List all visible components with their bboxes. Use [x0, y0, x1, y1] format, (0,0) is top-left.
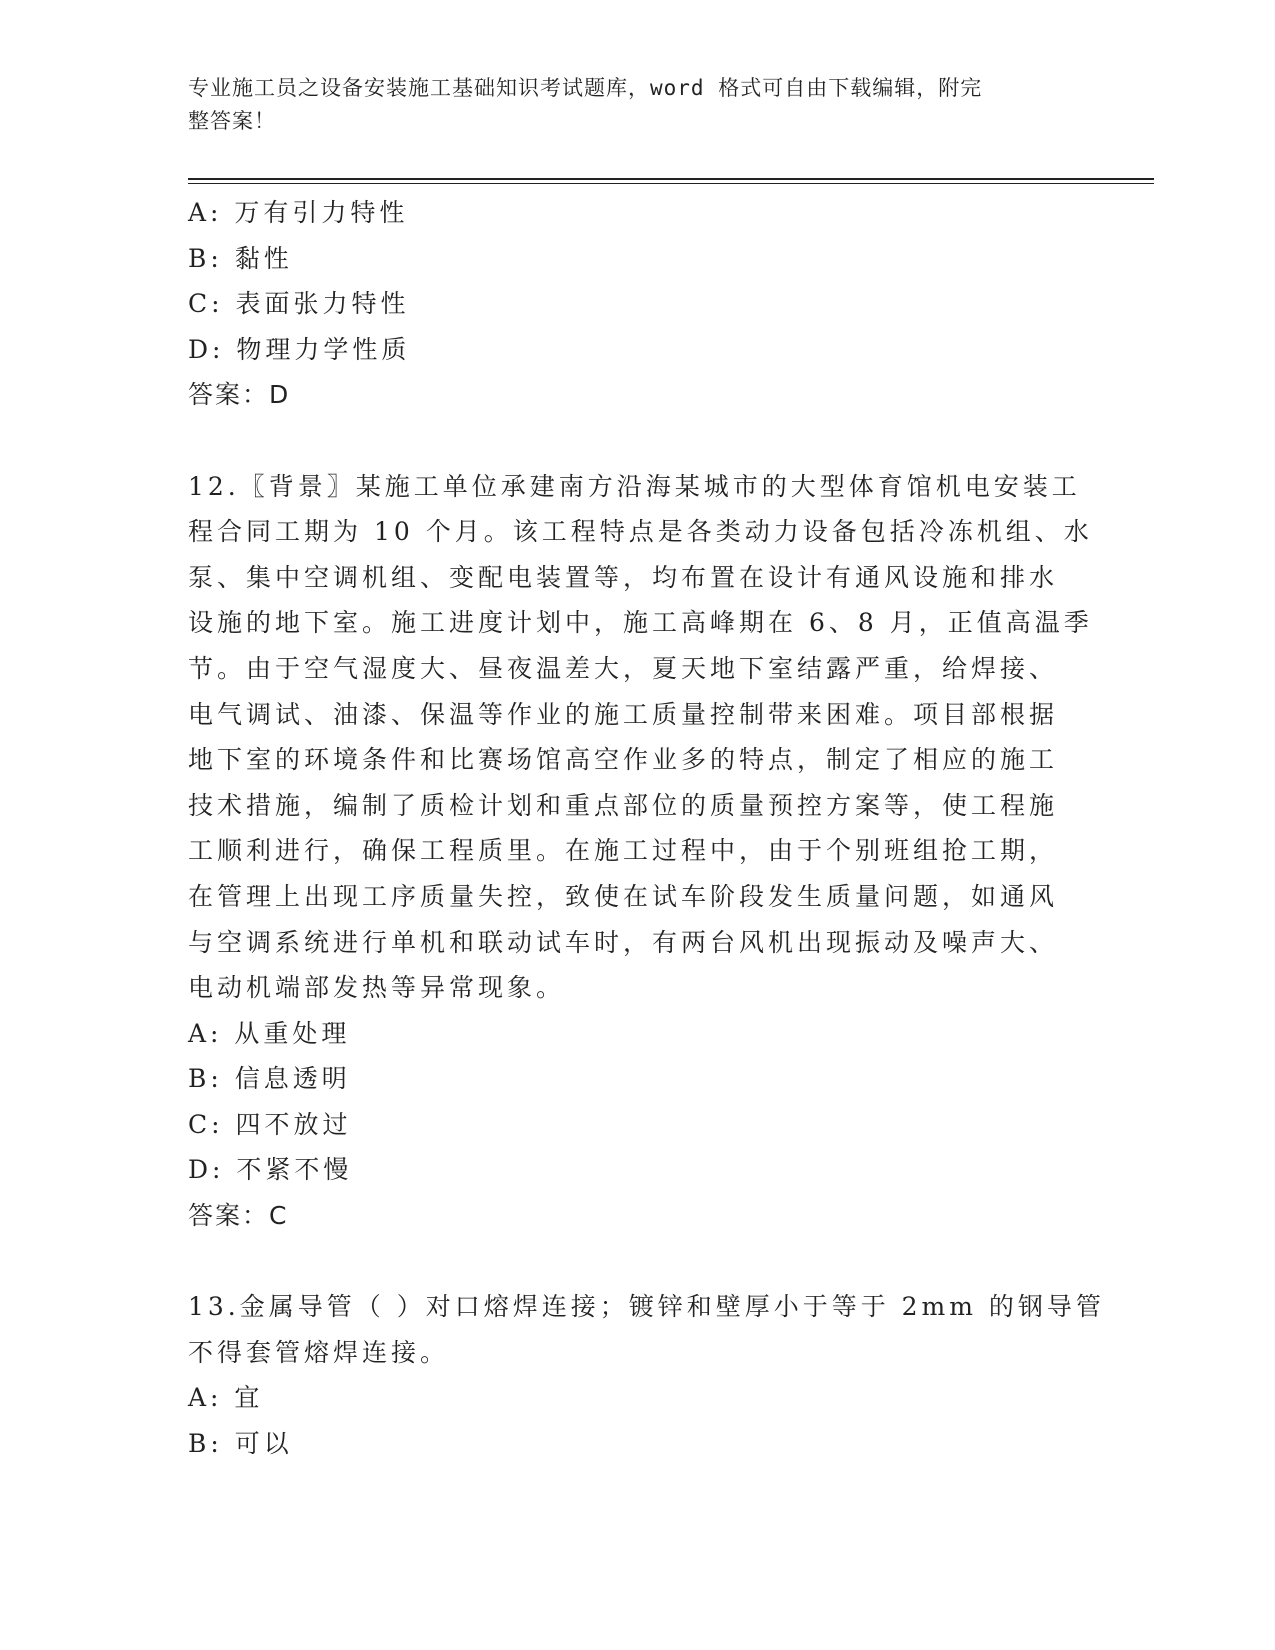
document-body [188, 190, 1105, 1467]
question-13 [188, 1284, 1105, 1466]
question-11 [188, 190, 1088, 418]
question-12 [188, 464, 1093, 1239]
question-text-line: 12.〖背景〗某施工单位承建南方沿海某城市的大型体育馆机电安装工 [188, 471, 1081, 501]
option-b: B: 信息透明 [188, 1064, 351, 1094]
answer-line: 答案：D [188, 380, 291, 410]
option-c: C: 四不放过 [188, 1109, 352, 1139]
question-text-line: 与空调系统进行单机和联动试车时，有两台风机出现振动及噪声大、 [188, 927, 1059, 957]
option-b: B: 黏性 [188, 243, 293, 273]
option-b: B: 可以 [188, 1429, 293, 1459]
header-rule-thick [188, 178, 1154, 180]
question-spacer [188, 418, 1088, 464]
question-text-line: 技术措施，编制了质检计划和重点部位的质量预控方案等，使工程施 [188, 790, 1059, 820]
question-text-line: 13.金属导管（ ）对口熔焊连接；镀锌和壁厚小于等于 2mm 的钢导管 [188, 1292, 1105, 1322]
header-rule-thin [188, 183, 1154, 184]
question-text-line: 泵、集中空调机组、变配电装置等，均布置在设计有通风设施和排水 [188, 562, 1059, 592]
option-c: C: 表面张力特性 [188, 289, 410, 319]
question-text-line: 地下室的环境条件和比赛场馆高空作业多的特点，制定了相应的施工 [188, 745, 1059, 775]
option-a: A: 宜 [188, 1383, 264, 1413]
question-text-line: 程合同工期为 10 个月。该工程特点是各类动力设备包括冷冻机组、水 [188, 517, 1093, 547]
option-d: D: 不紧不慢 [188, 1155, 353, 1185]
answer-line: 答案：C [188, 1201, 289, 1231]
question-text-line: 电气调试、油漆、保温等作业的施工质量控制带来困难。项目部根据 [188, 699, 1059, 729]
question-text-line: 设施的地下室。施工进度计划中，施工高峰期在 6、8 月，正值高温季 [188, 608, 1093, 638]
question-spacer [188, 1239, 1088, 1285]
option-d: D: 物理力学性质 [188, 334, 411, 364]
question-text-line: 不得套管熔焊连接。 [188, 1337, 450, 1367]
option-a: A: 从重处理 [188, 1018, 351, 1048]
header-line-1: 专业施工员之设备安装施工基础知识考试题库，word 格式可自由下载编辑，附完 [188, 76, 983, 100]
header-line-2: 整答案！ [188, 109, 276, 133]
question-text-line: 节。由于空气湿度大、昼夜温差大，夏天地下室结露严重，给焊接、 [188, 653, 1059, 683]
question-text-line: 在管理上出现工序质量失控，致使在试车阶段发生质量问题，如通风 [188, 881, 1059, 911]
document-header [188, 72, 1068, 138]
question-text-line: 工顺利进行，确保工程质里。在施工过程中，由于个别班组抢工期， [188, 836, 1059, 866]
question-text-line: 电动机端部发热等异常现象。 [188, 973, 566, 1003]
option-a: A: 万有引力特性 [188, 198, 409, 227]
